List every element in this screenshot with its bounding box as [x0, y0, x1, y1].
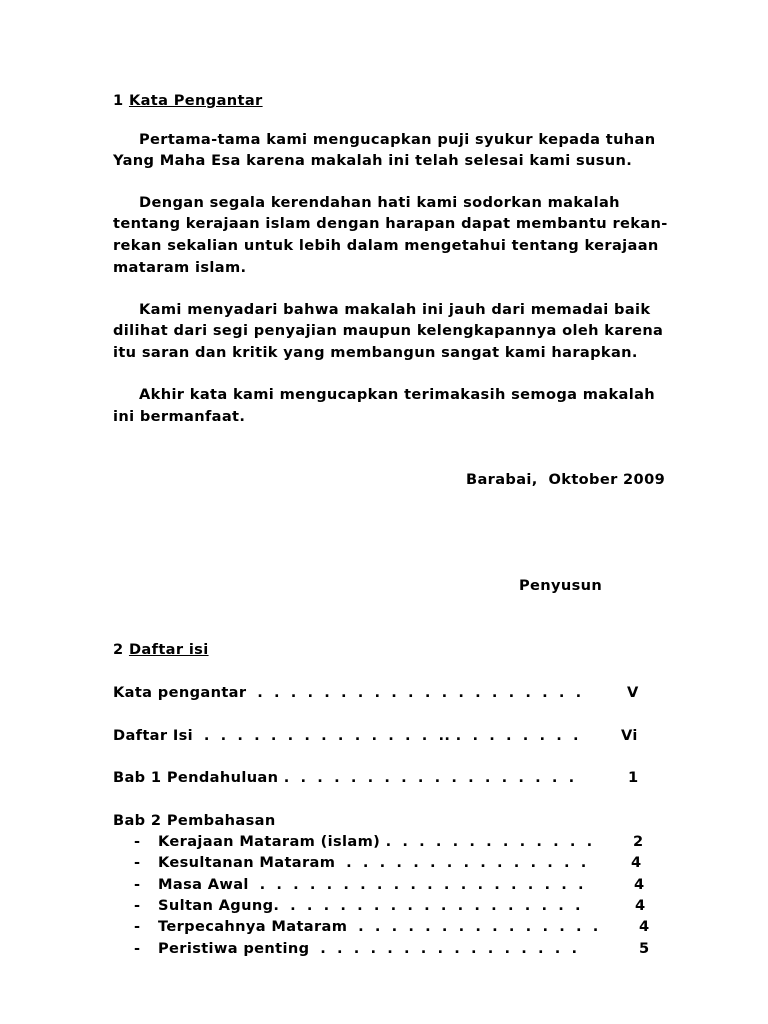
toc-subitem-page: 4	[634, 876, 645, 893]
paragraph-line: Kami menyadari bahwa makalah ini jauh dari memadai baik	[139, 301, 651, 318]
bullet-dash: -	[134, 918, 141, 935]
bullet-dash: -	[134, 854, 141, 871]
toc-entry-label: Bab 1 Pendahuluan . . . . . . . . . . . . . . . . . .	[113, 769, 575, 786]
toc-subitem	[134, 895, 581, 917]
toc-subitem-label: Masa Awal . . . . . . . . . . . . . . . . . . . .	[158, 876, 584, 893]
bullet-dash: -	[134, 833, 141, 850]
toc-entry-bab-2: Bab 2 Pembahasan	[113, 812, 276, 829]
bullet-dash: -	[134, 897, 141, 914]
toc-subitem	[134, 831, 593, 853]
toc-subitem-label: Peristiwa penting . . . . . . . . . . . . . . . .	[158, 940, 578, 957]
toc-subitem	[134, 874, 584, 896]
toc-subitem-label: Sultan Agung. . . . . . . . . . . . . . . . . . .	[158, 897, 581, 914]
paragraph-line: Dengan segala kerendahan hati kami sodorkan makalah	[139, 194, 620, 211]
paragraph-line: tentang kerajaan islam dengan harapan dapat membantu rekan-	[113, 215, 668, 232]
bullet-dash: -	[134, 876, 141, 893]
toc-subitem	[134, 916, 599, 938]
section-heading-daftar-isi	[113, 639, 209, 661]
toc-entry-page: V	[627, 684, 639, 701]
toc-entry-page: 1	[628, 769, 639, 786]
toc-subitem-page: 4	[639, 918, 650, 935]
paragraph-line: dilihat dari segi penyajian maupun kelengkapannya oleh karena	[113, 322, 664, 339]
toc-subitem-page: 4	[635, 897, 646, 914]
toc-entry-kata-pengantar	[113, 682, 582, 704]
toc-subitem-page: 5	[639, 940, 650, 957]
toc-subitem-label: Terpecahnya Mataram . . . . . . . . . . . . . . .	[158, 918, 599, 935]
place-date: Barabai, Oktober 2009	[466, 471, 666, 488]
section-heading-kata-pengantar	[113, 90, 263, 112]
bullet-dash: -	[134, 940, 141, 957]
toc-entry-daftar-isi	[113, 725, 579, 747]
paragraph-line: Pertama-tama kami mengucapkan puji syukur kepada tuhan	[139, 131, 656, 148]
paragraph-line: Akhir kata kami mengucapkan terimakasih semoga makalah	[139, 386, 656, 403]
toc-subitem-label: Kesultanan Mataram . . . . . . . . . . . . . . .	[158, 854, 587, 871]
toc-subitem	[134, 938, 577, 960]
section-number: 1	[113, 92, 124, 109]
signature-label: Penyusun	[519, 577, 603, 594]
paragraph-line: mataram islam.	[113, 259, 247, 276]
toc-entry-page: Vi	[621, 727, 638, 744]
toc-entry-bab-1	[113, 767, 575, 789]
toc-entry-label: Daftar Isi . . . . . . . . . . . . . . .. . . . . . . . .	[113, 727, 579, 744]
toc-subitem	[134, 852, 587, 874]
section-title: Kata Pengantar	[128, 92, 263, 109]
section-title: Daftar isi	[128, 641, 209, 658]
paragraph-line: Yang Maha Esa karena makalah ini telah selesai kami susun.	[113, 152, 633, 169]
section-number: 2	[113, 641, 124, 658]
toc-subitem-page: 4	[631, 854, 642, 871]
toc-subitem-page: 2	[633, 833, 644, 850]
paragraph-line: rekan sekalian untuk lebih dalam mengetahui tentang kerajaan	[113, 237, 659, 254]
paragraph-line: itu saran dan kritik yang membangun sangat kami harapkan.	[113, 344, 638, 361]
toc-subitem-label: Kerajaan Mataram (islam) . . . . . . . . . . . . .	[158, 833, 593, 850]
toc-entry-label: Kata pengantar . . . . . . . . . . . . . . . . . . . .	[113, 684, 582, 701]
paragraph-line: ini bermanfaat.	[113, 408, 246, 425]
